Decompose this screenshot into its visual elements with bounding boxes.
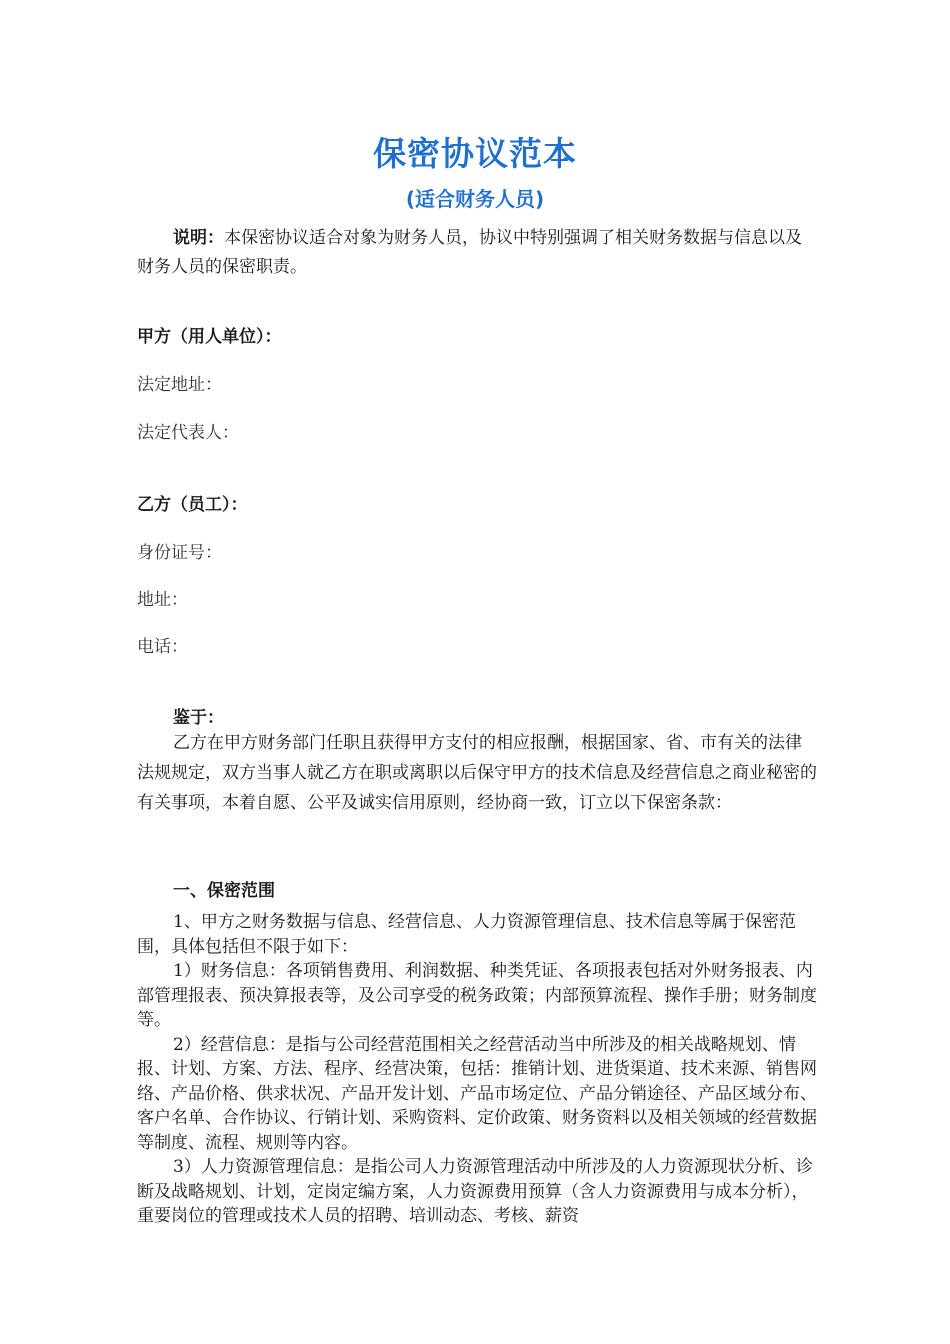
note-label: 说明： [173, 228, 224, 248]
note-paragraph [137, 224, 817, 282]
note-text: 本保密协议适合对象为财务人员，协议中特别强调了相关财务数据与信息以及财务人员的保密职责。 [137, 228, 802, 277]
party-b-phone: 电话： [137, 637, 188, 657]
party-a-representative: 法定代表人： [137, 423, 239, 443]
section-1-heading: 一、保密范围 [173, 881, 275, 901]
party-a-heading: 甲方（用人单位）： [137, 327, 282, 347]
document-subtitle: (适合财务人员) [405, 187, 545, 211]
section-1-body [137, 910, 817, 1229]
party-a-address: 法定地址： [137, 375, 222, 395]
section-1-paragraph-4: 3）人力资源管理信息：是指公司人力资源管理活动中所涉及的人力资源现状分析、诊断及战略规划、计划，定岗定编方案，人力资源费用预算（含人力资源费用与成本分析），重要岗位的管理或技术人员的招聘、培训动态、考核、薪资 [137, 1157, 813, 1226]
recital-text: 乙方在甲方财务部门任职且获得甲方支付的相应报酬，根据国家、省、市有关的法律法规规定，双方当事人就乙方在职或离职以后保守甲方的技术信息及经营信息之商业秘密的有关事项，本着自愿、公平及诚实信用原则，经协商一致，订立以下保密条款： [137, 733, 817, 813]
party-b-id-number: 身份证号： [137, 543, 222, 563]
party-b-heading: 乙方（员工）： [137, 495, 248, 515]
document-title: 保密协议范本 [373, 134, 577, 173]
recital-heading: 鉴于： [173, 708, 224, 728]
section-1-paragraph-2: 1）财务信息：各项销售费用、利润数据、种类凭证、各项报表包括对外财务报表、内部管理报表、预决算报表等，及公司享受的税务政策；内部预算流程、操作手册；财务制度等。 [137, 961, 817, 1030]
section-1-paragraph-1: 1、甲方之财务数据与信息、经营信息、人力资源管理信息、技术信息等属于保密范围，具体包括但不限于如下： [137, 912, 796, 957]
recital-paragraph [137, 728, 817, 818]
section-1-paragraph-3: 2）经营信息：是指与公司经营范围相关之经营活动当中所涉及的相关战略规划、情报、计划、方案、方法、程序、经营决策，包括：推销计划、进货渠道、技术来源、销售网络、产品价格、供求状况、产品开发计划、产品市场定位、产品分销途径、产品区域分布、客户名单、合作协议、行销计划、采购资料、定价政策、财务资料以及相关领域的经营数据等制度、流程、规则等内容。 [137, 1034, 817, 1153]
party-b-address: 地址： [137, 590, 188, 610]
